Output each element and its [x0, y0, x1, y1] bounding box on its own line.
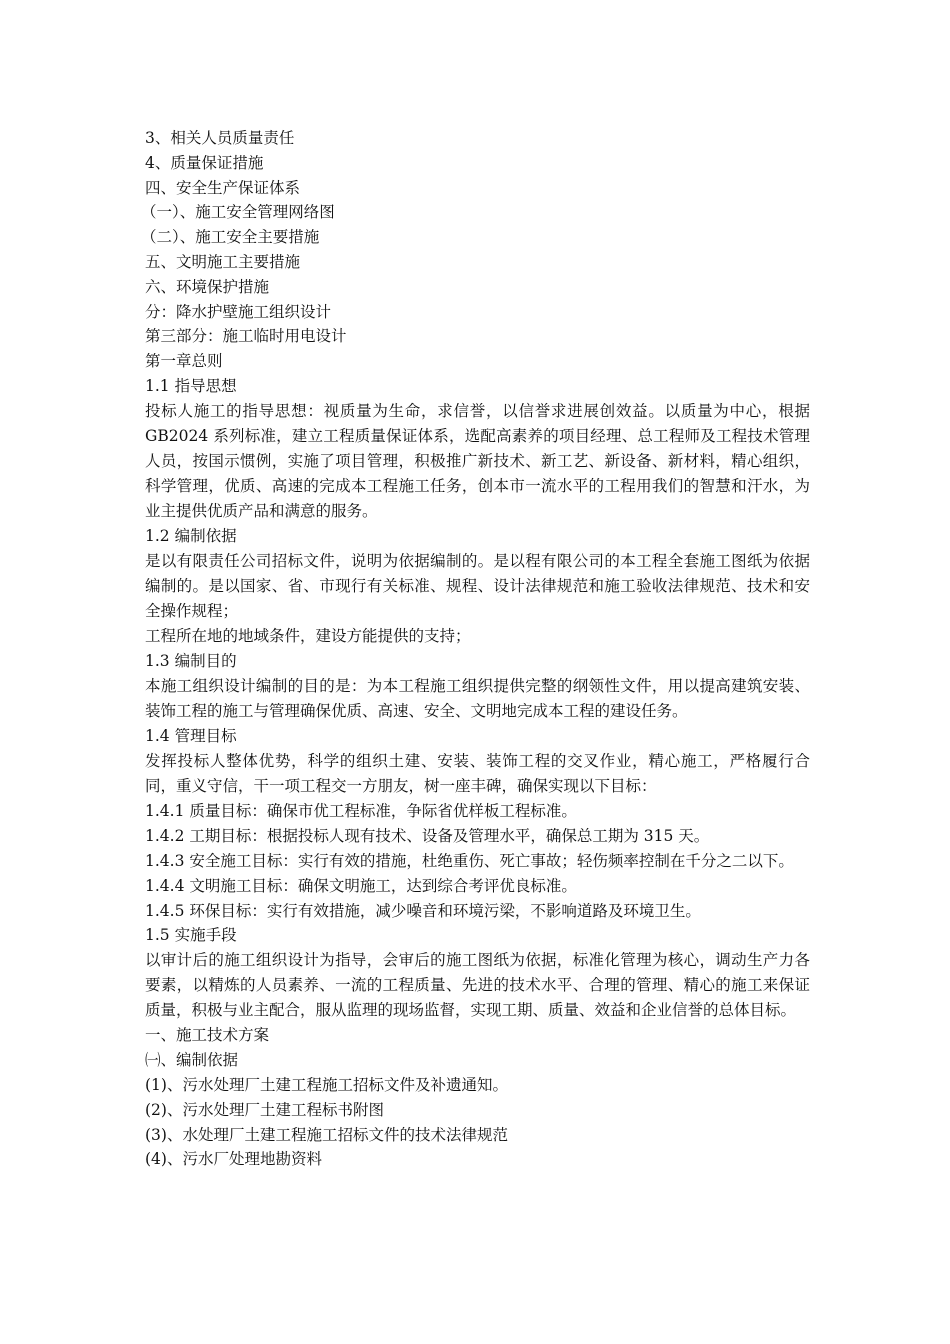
sub-heading: ㈠、编制依据 — [145, 1051, 239, 1070]
toc-line: （一）、施工安全管理网络图 — [141, 203, 335, 222]
section-paragraph: 工程所在地的地域条件，建设方能提供的支持； — [145, 627, 471, 646]
toc-line: 五、文明施工主要措施 — [145, 252, 301, 271]
goal-item: 1.4.4 文明施工目标：确保文明施工，达到综合考评优良标准。 — [145, 876, 577, 895]
chapter-title: 第一章总则 — [145, 352, 223, 371]
toc-line: 四、安全生产保证体系 — [145, 178, 301, 197]
list-item: (3)、水处理厂土建工程施工招标文件的技术法律规范 — [145, 1125, 508, 1144]
toc-line: 六、环境保护措施 — [145, 277, 270, 296]
goal-item: 1.4.5 环保目标：实行有效措施，减少噪音和环境污梁，不影响道路及环境卫生。 — [145, 901, 701, 920]
section-heading: 1.4 管理目标 — [145, 727, 237, 746]
section-paragraph: 是以有限责任公司招标文件，说明为依据编制的。是以程有限公司的本工程全套施工图纸为依据编制的。是以国家、省、市现行有关标准、规程、设计法律规范和施工验收法律规范、技术和安全操作规程； — [145, 552, 810, 621]
toc-line: 分：降水护壁施工组织设计 — [145, 302, 332, 321]
goal-item: 1.4.2 工期目标：根据投标人现有技术、设备及管理水平，确保总工期为 315 天。 — [145, 826, 710, 845]
list-item: (4)、污水厂处理地勘资料 — [145, 1150, 322, 1169]
list-item: (1)、污水处理厂土建工程施工招标文件及补遗通知。 — [145, 1076, 508, 1095]
toc-line: 第三部分：施工临时用电设计 — [145, 327, 347, 346]
section-heading: 1.3 编制目的 — [145, 652, 237, 671]
toc-line: 4、质量保证措施 — [145, 153, 264, 172]
section-heading: 1.1 指导思想 — [145, 376, 237, 395]
goal-item: 1.4.3 安全施工目标：实行有效的措施，杜绝重伤、死亡事故；轻伤频率控制在千分之二以下。 — [145, 851, 794, 870]
section-heading: 1.5 实施手段 — [145, 926, 237, 945]
toc-line: （二）、施工安全主要措施 — [141, 228, 320, 247]
section-paragraph: 本施工组织设计编制的目的是：为本工程施工组织提供完整的纲领性文件，用以提高建筑安装、装饰工程的施工与管理确保优质、高速、安全、文明地完成本工程的建设任务。 — [145, 676, 810, 720]
section-heading: 一、施工技术方案 — [145, 1026, 270, 1045]
section-paragraph: 投标人施工的指导思想：视质量为生命，求信誉，以信誉求进展创效益。以质量为中心，根据 GB2024 系列标准，建立工程质量保证体系，选配高素养的项目经理、总工程师及工程技术管理人员，按国示惯例，实施了项目管理，积极推广新技术、新工艺、新设备、新材料，精心组织，科学管理，优质、高速的完成本工程施工任务，创本市一流水平的工程用我们的智慧和汗水，为业主提供优质产品和满意的服务。 — [145, 401, 810, 521]
list-item: (2)、污水处理厂土建工程标书附图 — [145, 1100, 384, 1119]
section-paragraph: 发挥投标人整体优势，科学的组织土建、安装、装饰工程的交叉作业，精心施工，严格履行合同，重义守信，干一项工程交一方朋友，树一座丰碑，确保实现以下目标： — [145, 751, 810, 795]
section-paragraph: 以审计后的施工组织设计为指导，会审后的施工图纸为依据，标准化管理为核心，调动生产力各要素，以精炼的人员素养、一流的工程质量、先进的技术水平、合理的管理、精心的施工来保证质量，积极与业主配合，服从监理的现场监督，实现工期、质量、效益和企业信誉的总体目标。 — [145, 951, 810, 1020]
toc-line: 3、相关人员质量责任 — [145, 129, 295, 147]
goal-item: 1.4.1 质量目标：确保市优工程标准，争际省优样板工程标准。 — [145, 802, 577, 821]
section-heading: 1.2 编制依据 — [145, 527, 237, 546]
document-page — [141, 126, 810, 1172]
